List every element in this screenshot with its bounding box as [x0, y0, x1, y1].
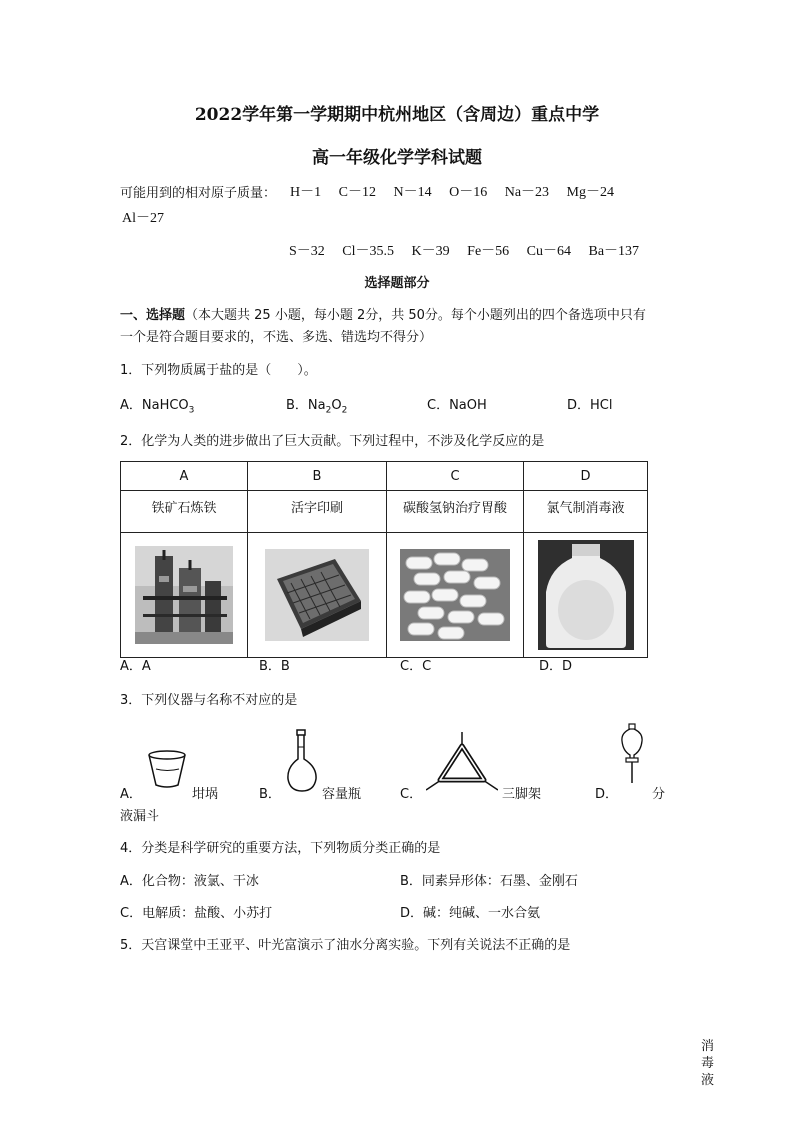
q2-image-cell-b	[248, 533, 387, 658]
q3-name-b: 容量瓶	[322, 787, 362, 802]
blast-furnace-image	[135, 546, 233, 644]
mass-al: Al－27	[122, 211, 164, 226]
mass-n: N－14	[393, 185, 432, 200]
q4-option-d: D．碱：纯碱、一水合氨	[400, 906, 541, 921]
movable-type-image	[265, 549, 369, 641]
q2-image-cell-c	[387, 533, 524, 658]
mass-h: H－1	[290, 185, 322, 200]
mass-mg: Mg－24	[566, 185, 614, 200]
mass-k: K－39	[411, 244, 450, 259]
atomic-mass-line3	[289, 240, 653, 260]
q2-header-c: C	[387, 462, 524, 491]
q4-option-c: C．电解质：盐酸、小苏打	[120, 906, 273, 921]
q2-header-d: D	[524, 462, 648, 491]
mass-na: Na－23	[504, 185, 550, 200]
q3-name-c: 三脚架	[502, 787, 542, 802]
q2-header-b: B	[248, 462, 387, 491]
q1-option-c: C．NaOH	[427, 398, 487, 413]
q2-answer-b: B．B	[259, 659, 290, 674]
q4-option-a: A．化合物：液氯、干冰	[120, 874, 259, 889]
q3-letter-a: A．	[120, 787, 142, 802]
crucible-icon	[146, 749, 188, 791]
separatory-funnel-icon	[619, 723, 645, 785]
exam-subtitle: 高一年级化学学科试题	[312, 148, 482, 168]
q2-answer-c: C．C	[400, 659, 432, 674]
q4-stem: 4．分类是科学研究的重要方法，下列物质分类正确的是	[120, 841, 441, 856]
clay-triangle-icon	[426, 732, 498, 794]
section-heading-line2: 一个是符合题目要求的，不选、多选、错选均不得分）	[120, 330, 433, 345]
q2-label-d: 氯气制消毒液	[524, 491, 648, 533]
q1-stem: 1．下列物质属于盐的是（ ）。	[120, 363, 317, 378]
mass-o: O－16	[449, 185, 488, 200]
q3-letter-c: C．	[400, 787, 423, 802]
q2-label-c: 碳酸氢钠治疗胃酸	[387, 491, 524, 533]
q3-letter-b: B．	[259, 787, 281, 802]
q4-option-b: B．同素异形体：石墨、金刚石	[400, 874, 578, 889]
mass-cl: Cl－35.5	[342, 244, 395, 259]
section-heading-bold: 一、选择题	[120, 308, 186, 323]
q2-answer-d: D．D	[539, 659, 573, 674]
q3-letter-d: D．	[595, 787, 619, 802]
mass-s: S－32	[289, 244, 325, 259]
q2-image-cell-a	[121, 533, 248, 658]
section-heading-rest: （本大题共 25 小题，每小题 2分，共 50分。每个小题列出的四个备选项中只有	[185, 308, 646, 323]
q3-name-d-wrap: 液漏斗	[120, 809, 160, 824]
exam-title: 2022学年第一学期期中杭州地区（含周边）重点中学	[194, 105, 600, 125]
section-title: 选择题部分	[364, 276, 430, 291]
q2-label-a: 铁矿石炼铁	[121, 491, 248, 533]
q5-stem: 5．天宫课堂中王亚平、叶光富演示了油水分离实验。下列有关说法不正确的是	[120, 938, 571, 953]
q2-header-a: A	[121, 462, 248, 491]
mass-fe: Fe－56	[467, 244, 510, 259]
q1-option-d: D．HCl	[567, 398, 613, 413]
q1-option-b: B．$Na_2O_2$	[286, 398, 348, 416]
mass-c: C－12	[338, 185, 376, 200]
disinfectant-bottle-image	[538, 540, 634, 650]
section-heading	[120, 304, 646, 323]
q2-stem: 2．化学为人类的进步做出了巨大贡献。下列过程中，不涉及化学反应的是	[120, 434, 545, 449]
q2-label-b: 活字印刷	[248, 491, 387, 533]
q3-name-a: 坩埚	[192, 787, 219, 802]
mass-cu: Cu－64	[526, 244, 571, 259]
volumetric-flask-icon	[285, 729, 319, 793]
mass-ba: Ba－137	[588, 244, 640, 259]
q1-option-a: A．NaHCO$_3$	[120, 398, 195, 416]
atomic-mass-label: 可能用到的相对原子质量：	[120, 186, 277, 201]
bottle-label: 消 毒 液	[700, 1038, 714, 1088]
q2-answer-a: A．A	[120, 659, 151, 674]
tablets-image	[400, 549, 510, 641]
q3-stem: 3．下列仪器与名称不对应的是	[120, 693, 298, 708]
atomic-mass-line1	[290, 181, 628, 201]
q3-name-d: 分	[652, 787, 666, 802]
